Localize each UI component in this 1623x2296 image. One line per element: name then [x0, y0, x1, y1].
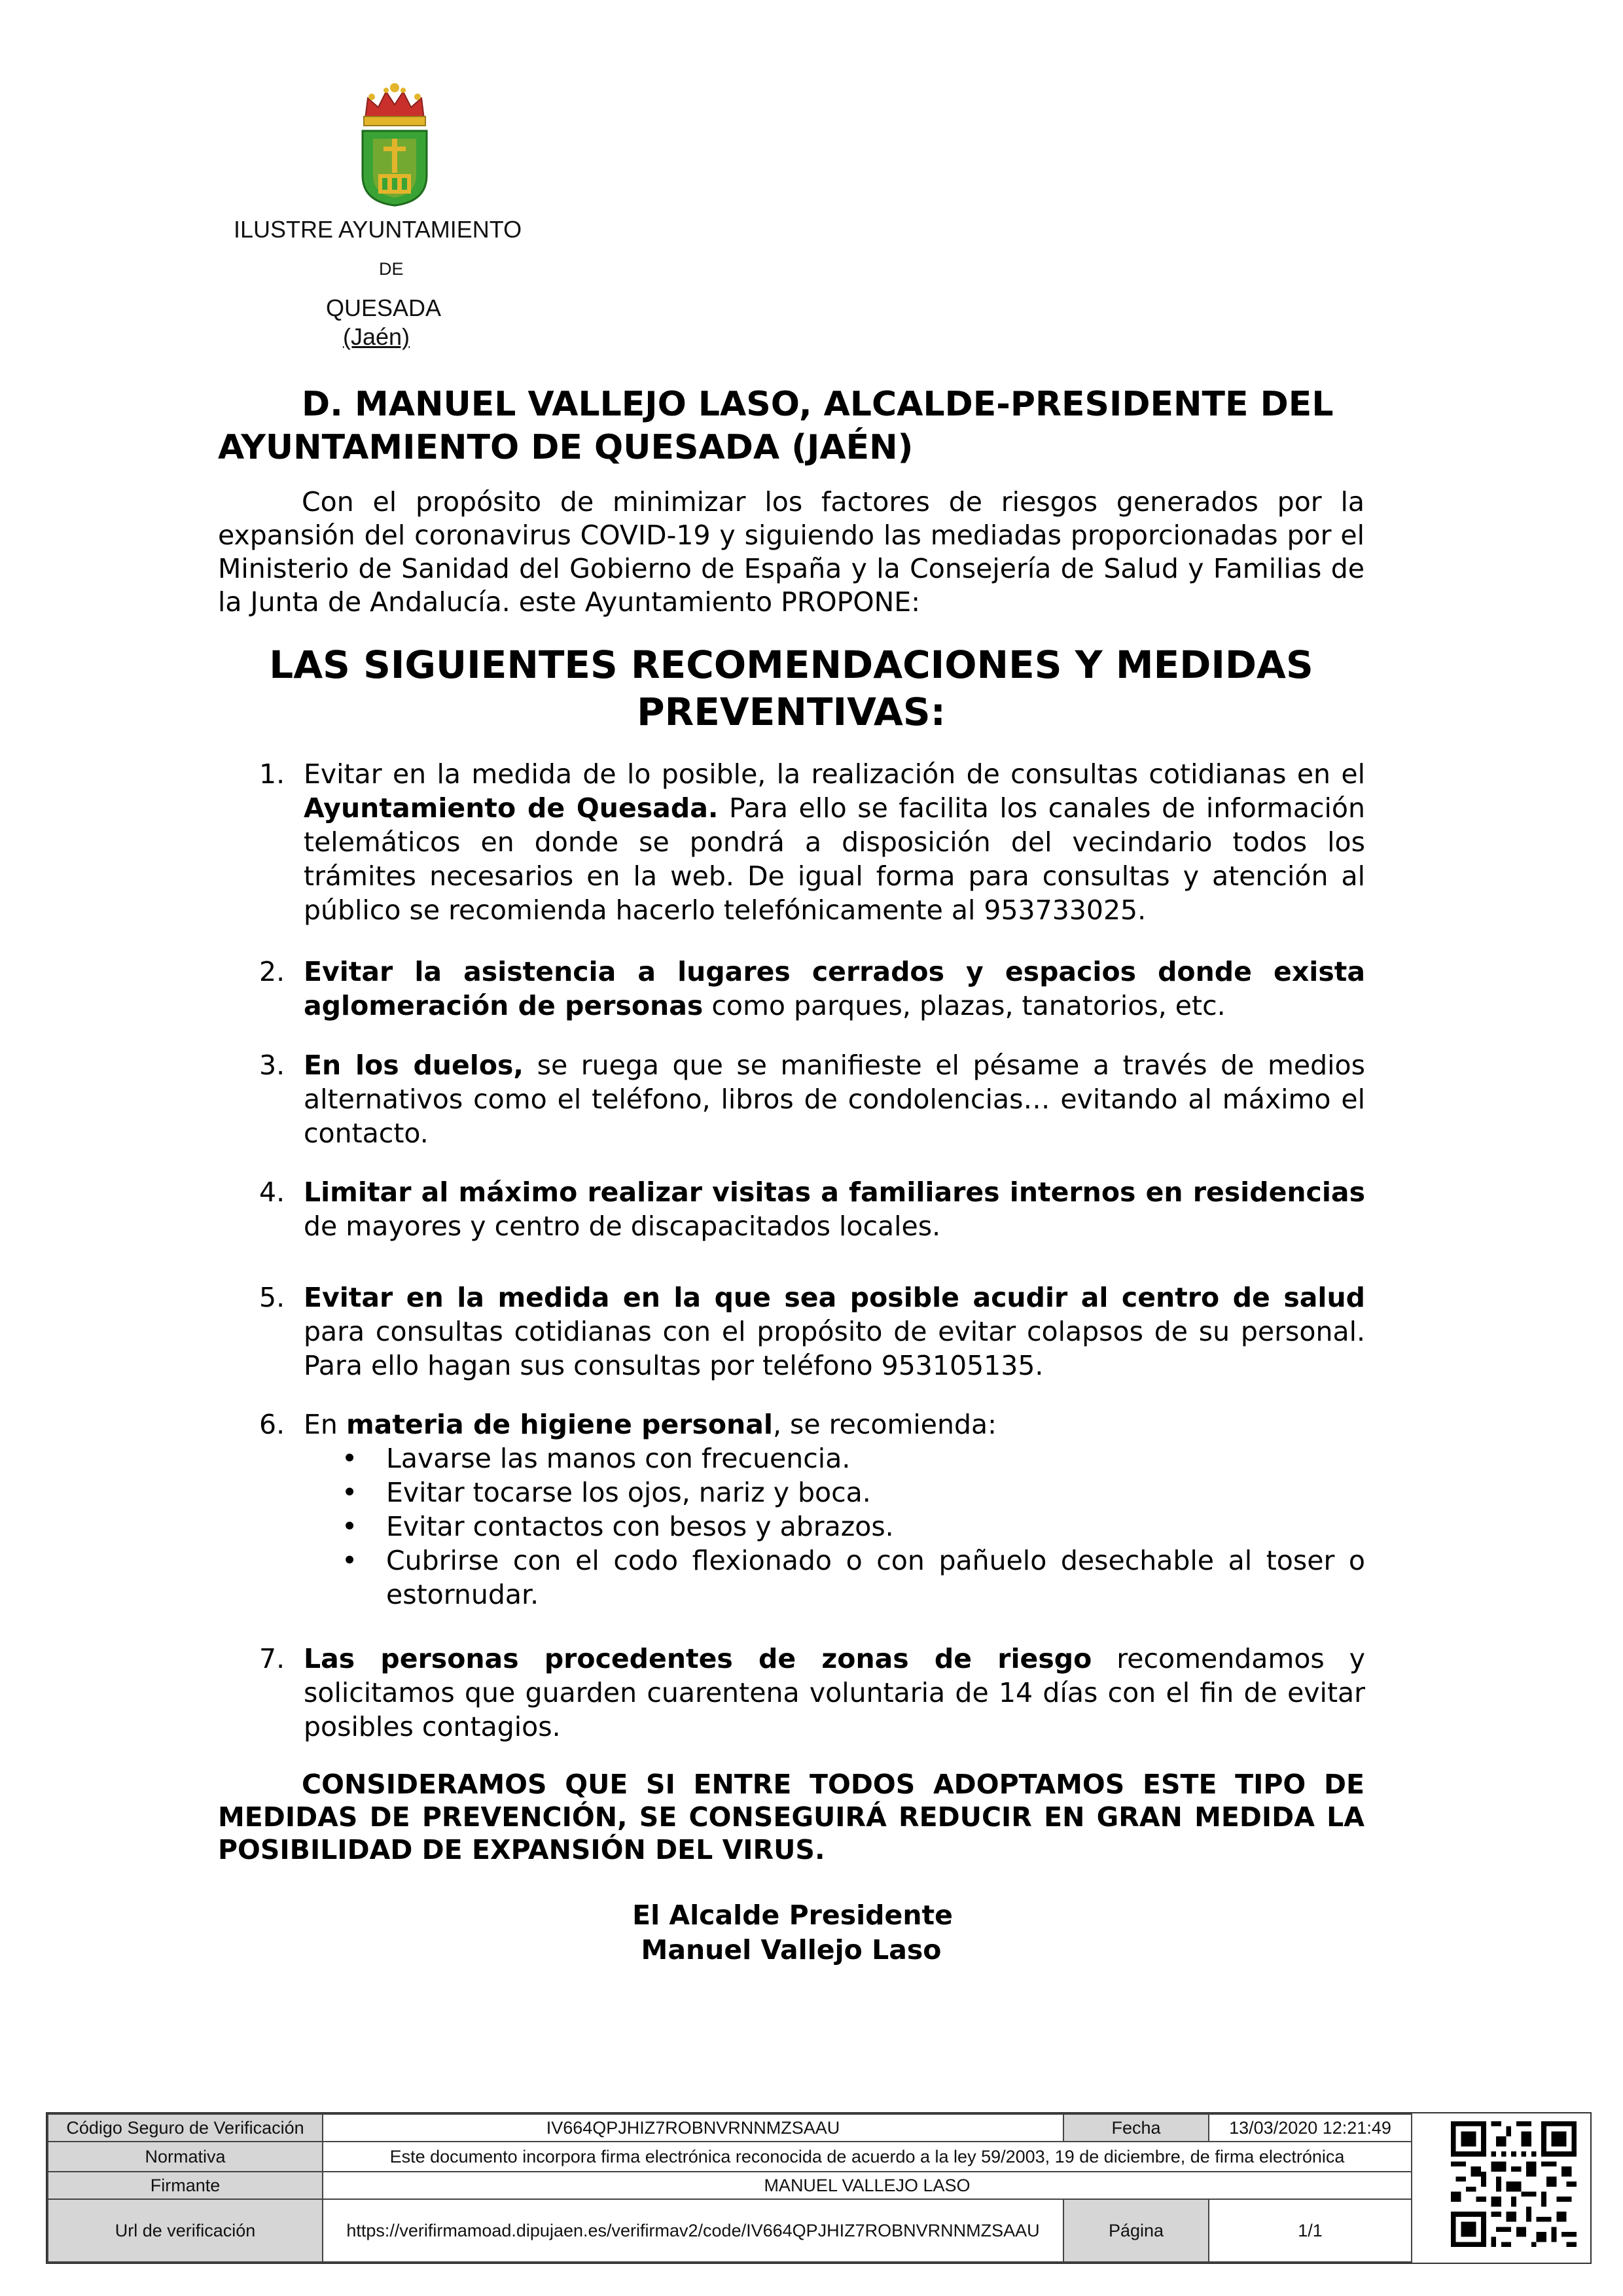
bullet-text: Lavarse las manos con frecuencia. — [386, 1443, 851, 1474]
section-heading — [218, 641, 1364, 735]
verification-table — [47, 2113, 1412, 2263]
bullet-item — [342, 1475, 1365, 1510]
item-number: 2. — [259, 956, 285, 987]
item-text-bold: En los duelos, — [304, 1050, 524, 1081]
list-item — [259, 955, 1365, 1023]
item-text — [304, 757, 1365, 927]
item-number: 7. — [259, 1643, 285, 1674]
normativa-value: Este documento incorpora firma electrónica reconocida de acuerdo a la ley 59/2003, 19 de diciembre, de firma electrónica — [323, 2142, 1412, 2172]
normativa-label: Normativa — [48, 2142, 323, 2172]
item-number: 3. — [259, 1050, 285, 1081]
csv-value: IV664QPJHIZ7ROBNVRNNMZSAAU — [323, 2114, 1063, 2142]
header-line-4: (Jaén) — [343, 323, 410, 350]
item-text-post: , se recomienda: — [772, 1409, 997, 1440]
bullet-icon: • — [342, 1443, 358, 1474]
header-line-3: QUESADA — [326, 294, 442, 321]
bullet-item — [342, 1510, 1365, 1544]
pagina-value: 1/1 — [1209, 2199, 1412, 2262]
bullet-icon: • — [342, 1545, 358, 1576]
item-number: 5. — [259, 1282, 285, 1313]
url-label: Url de verificación — [48, 2199, 323, 2262]
list-item — [259, 1407, 1365, 1612]
bullet-item — [342, 1441, 1365, 1475]
item-text — [304, 955, 1365, 1023]
item-text — [304, 1407, 1365, 1441]
item-text-bold: Limitar al máximo realizar visitas a familiares internos en residencias — [304, 1176, 1365, 1208]
conclusion-paragraph: CONSIDERAMOS QUE SI ENTRE TODOS ADOPTAMOS ESTE TIPO DE MEDIDAS DE PREVENCIÓN, SE CONSEGUIRÁ REDUCIR EN GRAN MEDIDA LA POSIBILIDAD DE EXPANSIÓN DEL VIRUS. — [218, 1769, 1364, 1865]
list-item — [259, 757, 1365, 927]
list-item — [259, 1048, 1365, 1150]
header-line-1: ILUSTRE AYUNTAMIENTO — [234, 216, 522, 243]
item-text-bold: Ayuntamiento de Quesada. — [304, 792, 719, 824]
qr-code-icon — [1451, 2121, 1577, 2247]
item-text-bold: materia de higiene personal — [346, 1409, 773, 1440]
csv-label: Código Seguro de Verificación — [48, 2114, 323, 2142]
heading-line-1: LAS SIGUIENTES RECOMENDACIONES Y MEDIDAS — [269, 643, 1313, 687]
signature-role: El Alcalde Presidente — [632, 1899, 953, 1931]
signature-name: Manuel Vallejo Laso — [641, 1934, 942, 1966]
item-text-post: para consultas cotidianas con el propósito de evitar colapsos de su personal. Para ello hagan sus consultas por teléfono 953105135. — [304, 1316, 1365, 1381]
document-title — [218, 383, 1370, 469]
hygiene-bullet-list — [342, 1441, 1365, 1612]
fecha-label: Fecha — [1063, 2114, 1209, 2142]
header-line-2: DE — [379, 259, 404, 279]
verification-box — [46, 2112, 1592, 2264]
item-text-bold: Evitar en la medida en la que sea posible acudir al centro de salud — [304, 1282, 1365, 1313]
bullet-text: Evitar tocarse los ojos, nariz y boca. — [386, 1477, 871, 1508]
item-text — [304, 1048, 1365, 1150]
item-text — [304, 1280, 1365, 1383]
title-line-2: AYUNTAMIENTO DE QUESADA (JAÉN) — [218, 428, 914, 467]
item-text — [304, 1642, 1365, 1744]
heading-line-2: PREVENTIVAS: — [637, 690, 946, 734]
fecha-value: 13/03/2020 12:21:49 — [1209, 2114, 1412, 2142]
item-number: 6. — [259, 1409, 285, 1440]
list-item — [259, 1642, 1365, 1744]
list-item — [259, 1175, 1365, 1243]
verification-url-link[interactable]: https://verifirmamoad.dipujaen.es/verifirmav2/code/IV664QPJHIZ7ROBNVRNNMZSAAU — [323, 2199, 1063, 2262]
bullet-text: Evitar contactos con besos y abrazos. — [386, 1511, 894, 1542]
bullet-item — [342, 1544, 1365, 1612]
bullet-text: Cubrirse con el codo flexionado o con pañuelo desechable al toser o estornudar. — [386, 1545, 1365, 1610]
item-number: 1. — [259, 758, 285, 790]
coat-of-arms-icon — [359, 79, 431, 207]
item-text-post: de mayores y centro de discapacitados locales. — [304, 1210, 941, 1242]
item-text-post: Para ello se facilita los canales de información telemáticos en donde se pondrá a disposición del vecindario todos los trámites necesarios en la web. De igual forma para consultas y atención al público se recomienda hacerlo telefónicamente al 953733025. — [304, 792, 1365, 926]
intro-paragraph: Con el propósito de minimizar los factores de riesgos generados por la expansión del coronavirus COVID-19 y siguiendo las mediadas proporcionadas por el Ministerio de Sanidad del Gobierno de España y la Consejería de Salud y Familias de la Junta de Andalucía. este Ayuntamiento PROPONE: — [218, 486, 1364, 618]
item-text-bold: Evitar la asistencia a lugares cerrados y espacios donde exista aglomeración de personas — [304, 956, 1365, 1021]
bullet-icon: • — [342, 1511, 358, 1542]
list-item — [259, 1280, 1365, 1383]
item-text-bold: Las personas procedentes de zonas de riesgo — [304, 1643, 1092, 1674]
item-text-pre: Evitar en la medida de lo posible, la realización de consultas cotidianas en el — [304, 758, 1365, 790]
firmante-value: MANUEL VALLEJO LASO — [323, 2172, 1412, 2199]
item-text — [304, 1175, 1365, 1243]
bullet-icon: • — [342, 1477, 358, 1508]
title-line-1: D. MANUEL VALLEJO LASO, ALCALDE-PRESIDENTE DEL — [302, 385, 1334, 424]
item-text-post: como parques, plazas, tanatorios, etc. — [703, 990, 1226, 1021]
item-text-post: recomendamos y solicitamos que guarden cuarentena voluntaria de 14 días con el fin de evitar posibles contagios. — [304, 1643, 1365, 1742]
pagina-label: Página — [1063, 2199, 1209, 2262]
firmante-label: Firmante — [48, 2172, 323, 2199]
item-text-pre: En — [304, 1409, 346, 1440]
item-text-post: se ruega que se manifieste el pésame a través de medios alternativos como el teléfono, libros de condolencias… evitando al máximo el contacto. — [304, 1050, 1365, 1149]
item-number: 4. — [259, 1176, 285, 1208]
